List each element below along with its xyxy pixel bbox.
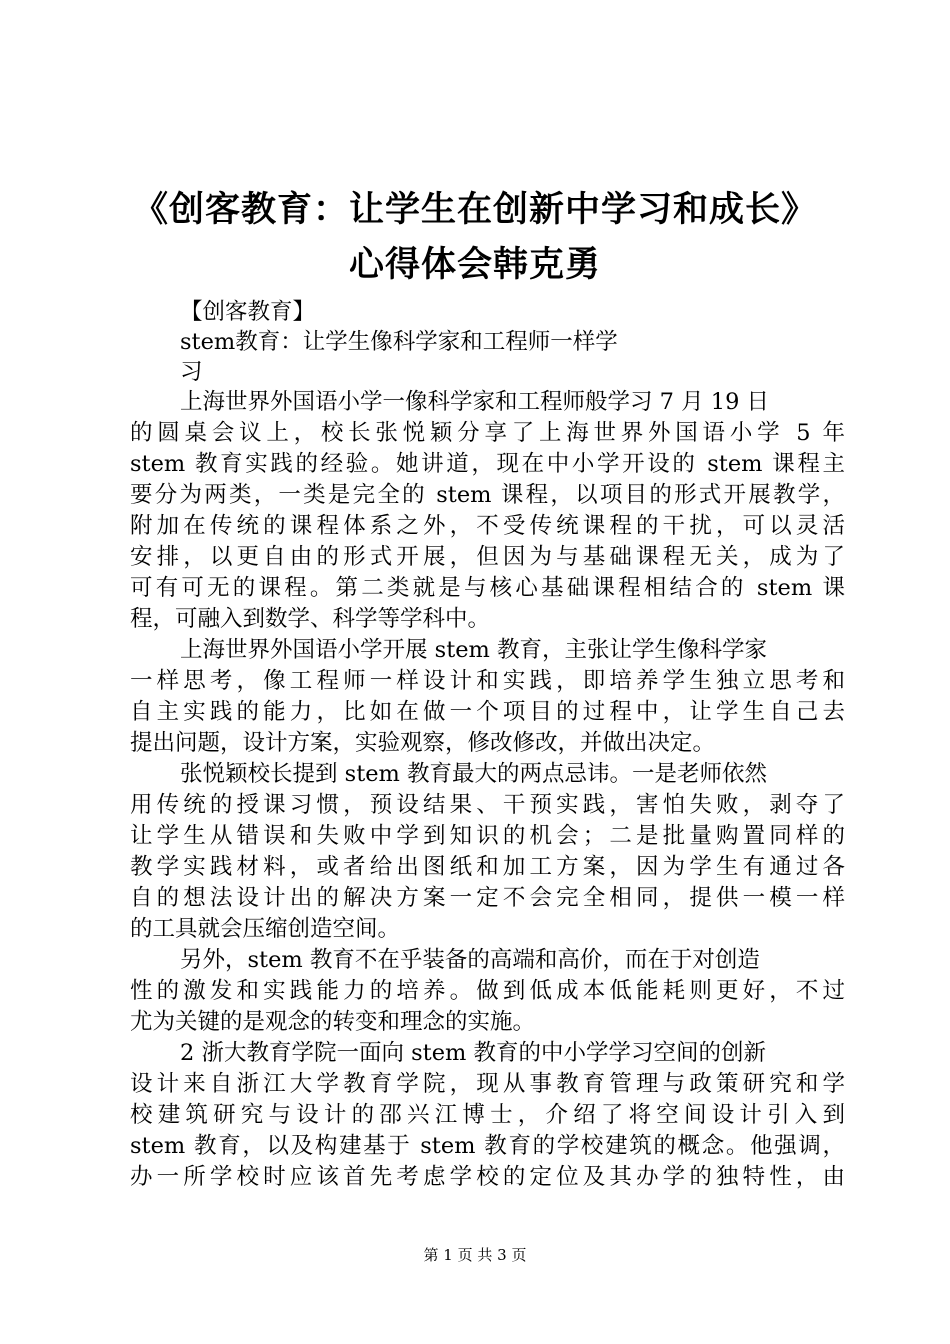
subtitle-line: stem教育：让学生像科学家和工程师一样学 xyxy=(180,329,618,355)
paragraph-line: 让学生从错误和失败中学到知识的机会；二是批量购置同样的 xyxy=(130,823,845,849)
paragraph-line: stem 教育，以及构建基于 stem 教育的学校建筑的概念。他强调， xyxy=(130,1133,845,1159)
paragraph-line: stem 教育实践的经验。她讲道，现在中小学开设的 stem 课程主 xyxy=(130,451,845,477)
paragraph-line: 自主实践的能力，比如在做一个项目的过程中，让学生自己去 xyxy=(130,699,845,725)
subtitle-line: 习 xyxy=(180,359,203,385)
paragraph-line: 设计来自浙江大学教育学院，现从事教育管理与政策研究和学 xyxy=(130,1071,845,1097)
document-title: 《创客教育：让学生在创新中学习和成长》心得体会韩克勇 xyxy=(132,189,817,285)
paragraph-line: 用传统的授课习惯，预设结果、干预实践，害怕失败，剥夺了 xyxy=(130,792,845,818)
paragraph-line: 2 浙大教育学院一面向 stem 教育的中小学学习空间的创新 xyxy=(180,1040,767,1066)
page-footer: 第 1 页 共 3 页 xyxy=(423,1246,527,1264)
paragraph-line: 尤为关键的是观念的转变和理念的实施。 xyxy=(130,1009,536,1035)
paragraph-line: 可有可无的课程。第二类就是与核心基础课程相结合的 stem 课 xyxy=(130,575,845,601)
paragraph-line: 教学实践材料，或者给出图纸和加工方案，因为学生有通过各 xyxy=(130,854,845,880)
paragraph-line: 要分为两类，一类是完全的 stem 课程，以项目的形式开展教学， xyxy=(130,482,845,508)
paragraph-line: 程，可融入到数学、科学等学科中。 xyxy=(130,606,491,632)
paragraph-line: 办一所学校时应该首先考虑学校的定位及其办学的独特性，由 xyxy=(130,1164,845,1190)
paragraph-line: 自的想法设计出的解决方案一定不会完全相同，提供一模一样 xyxy=(130,885,845,911)
paragraph-line: 安排，以更自由的形式开展，但因为与基础课程无关，成为了 xyxy=(130,544,845,570)
paragraph-line: 上海世界外国语小学开展 stem 教育，主张让学生像科学家 xyxy=(180,637,768,663)
paragraph-line: 性的激发和实践能力的培养。做到低成本低能耗则更好，不过 xyxy=(130,978,845,1004)
paragraph-line: 一样思考，像工程师一样设计和实践，即培养学生独立思考和 xyxy=(130,668,845,694)
paragraph-line: 的圆桌会议上，校长张悦颖分享了上海世界外国语小学 5 年 xyxy=(130,420,845,446)
paragraph-line: 的工具就会压缩创造空间。 xyxy=(130,916,401,942)
section-tag: 【创客教育】 xyxy=(180,299,316,325)
paragraph-line: 提出问题，设计方案，实验观察，修改修改，并做出决定。 xyxy=(130,730,716,756)
paragraph-line: 另外，stem 教育不在乎装备的高端和高价，而在于对创造 xyxy=(180,947,760,973)
paragraph-line: 上海世界外国语小学一像科学家和工程师般学习 7 月 19 日 xyxy=(180,389,770,415)
paragraph-line: 附加在传统的课程体系之外，不受传统课程的干扰，可以灵活 xyxy=(130,513,845,539)
paragraph-line: 张悦颖校长提到 stem 教育最大的两点忌讳。一是老师依然 xyxy=(180,761,768,787)
paragraph-line: 校建筑研究与设计的邵兴江博士，介绍了将空间设计引入到 xyxy=(130,1102,845,1128)
